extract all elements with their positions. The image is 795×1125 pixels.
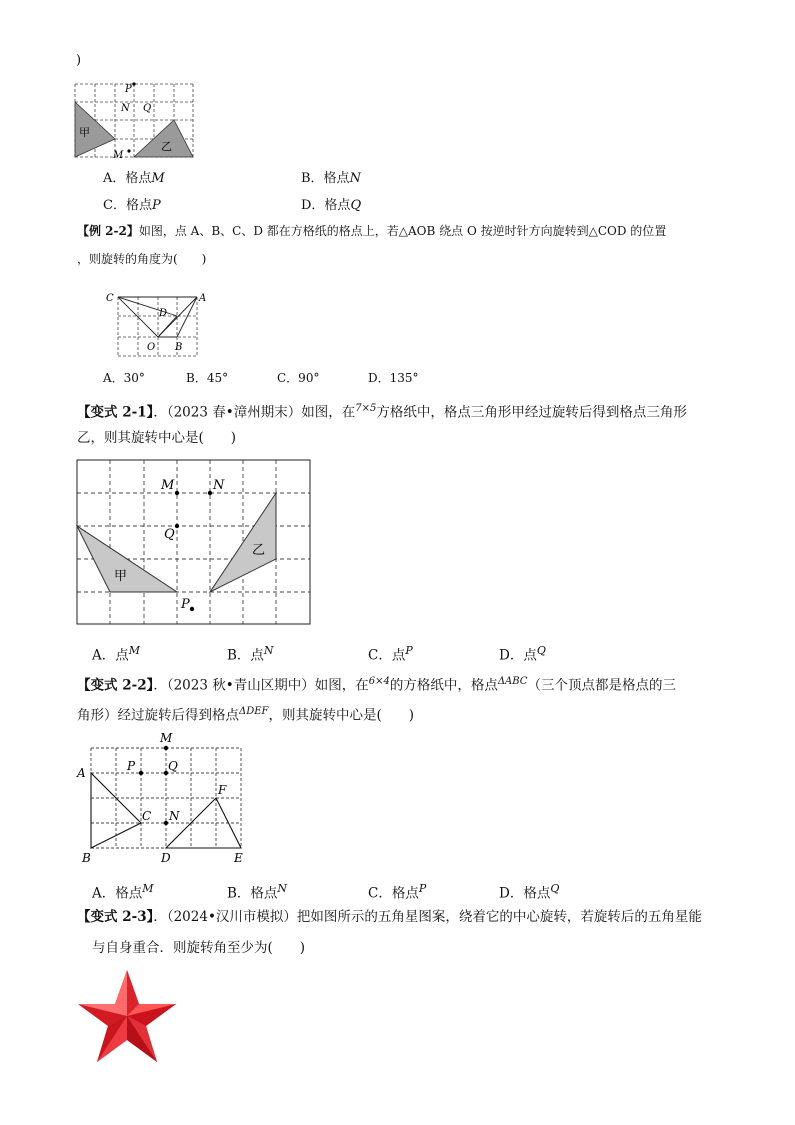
var22-option-d: D．格点$^Q$ (499, 882, 560, 902)
star-icon (78, 970, 176, 1062)
label-Q: Q (143, 103, 152, 114)
label-M: M (161, 478, 175, 493)
q0-option-c: C．格点P (103, 198, 161, 213)
label-Q: Q (164, 527, 175, 542)
var23-line1: 【变式 2-3】．（2024•汉川市模拟）把如图所示的五角星图案，绕着它的中心旋转，若旋转后的五角星能 (77, 909, 702, 925)
label-jia: 甲 (79, 126, 90, 139)
label-P: P (181, 597, 190, 612)
label-B: B (175, 342, 183, 353)
var23-line2: 与自身重合．则旋转角至少为( ) (92, 940, 306, 956)
label-N: N (213, 478, 225, 493)
ex22-line1: 【例 2-2】如图，点 A、B、C、D 都在方格纸的格点上，若△AOB 绕点 O 按逆时针方向旋转到△COD 的位置 (77, 224, 667, 238)
ex22-option-c: C．90° (277, 371, 320, 385)
label-O: O (147, 342, 156, 353)
var21-option-b: B．点$^N$ (227, 644, 274, 664)
var22-option-b: B．格点$^N$ (227, 882, 288, 902)
q0-option-a: A．格点M (103, 171, 165, 186)
ex22-option-b: B．45° (186, 371, 229, 385)
label-D: D (159, 308, 168, 319)
var21-option-c: C．点$^P$ (368, 644, 413, 664)
label-C: C (142, 809, 152, 823)
figure-q0-grid (73, 80, 198, 162)
label-B: B (82, 851, 91, 865)
label-P: P (127, 759, 136, 773)
var22-line1: 【变式 2-2】．（2023 秋•青山区期中）如图，在$^{6\times 4}$的方格纸中，格点$^{\Delta ABC}$（三个顶点都是格点的三 (77, 676, 676, 694)
label-P: P (125, 84, 132, 95)
triangle-yi (210, 493, 276, 592)
figure-var21-grid (74, 456, 314, 626)
label-N: N (169, 809, 180, 823)
label-C: C (106, 293, 114, 304)
var22-option-c: C．格点$^P$ (368, 882, 427, 902)
label-F: F (218, 783, 227, 797)
var21-line2: 乙，则其旋转中心是( ) (77, 430, 237, 446)
figure-var22-grid (74, 730, 254, 870)
label-A: A (199, 293, 207, 304)
label-Q: Q (168, 759, 178, 773)
q0-option-d: D．格点Q (301, 198, 362, 213)
q0-option-b: B．格点N (301, 171, 361, 186)
paren-close: ) (76, 53, 82, 68)
five-pointed-star-figure (76, 968, 180, 1066)
label-yi: 乙 (161, 140, 172, 153)
label-yi: 乙 (252, 543, 266, 558)
label-jia: 甲 (114, 569, 128, 584)
label-D: D (161, 851, 171, 865)
label-M: M (113, 150, 124, 161)
figure-ex22-grid (104, 287, 210, 359)
ex22-line2: ，则旋转的角度为( ) (77, 252, 207, 266)
label-A: A (77, 766, 86, 780)
var21-line1: 【变式 2-1】．（2023 春•漳州期末）如图，在$^{7\times 5}$方格纸中，格点三角形甲经过旋转后得到格点三角形 (77, 403, 687, 421)
label-N: N (121, 103, 130, 114)
label-M: M (160, 731, 173, 745)
ex22-option-d: D．135° (368, 371, 419, 385)
var21-option-d: D．点$^Q$ (499, 644, 546, 664)
ex22-option-a: A．30° (103, 371, 145, 385)
label-E: E (234, 851, 243, 865)
var22-line2: 角形）经过旋转后得到格点$^{\Delta DEF}$，则其旋转中心是( ) (77, 706, 415, 724)
var22-option-a: A．格点$^M$ (92, 882, 154, 902)
var21-option-a: A．点$^M$ (92, 644, 141, 664)
